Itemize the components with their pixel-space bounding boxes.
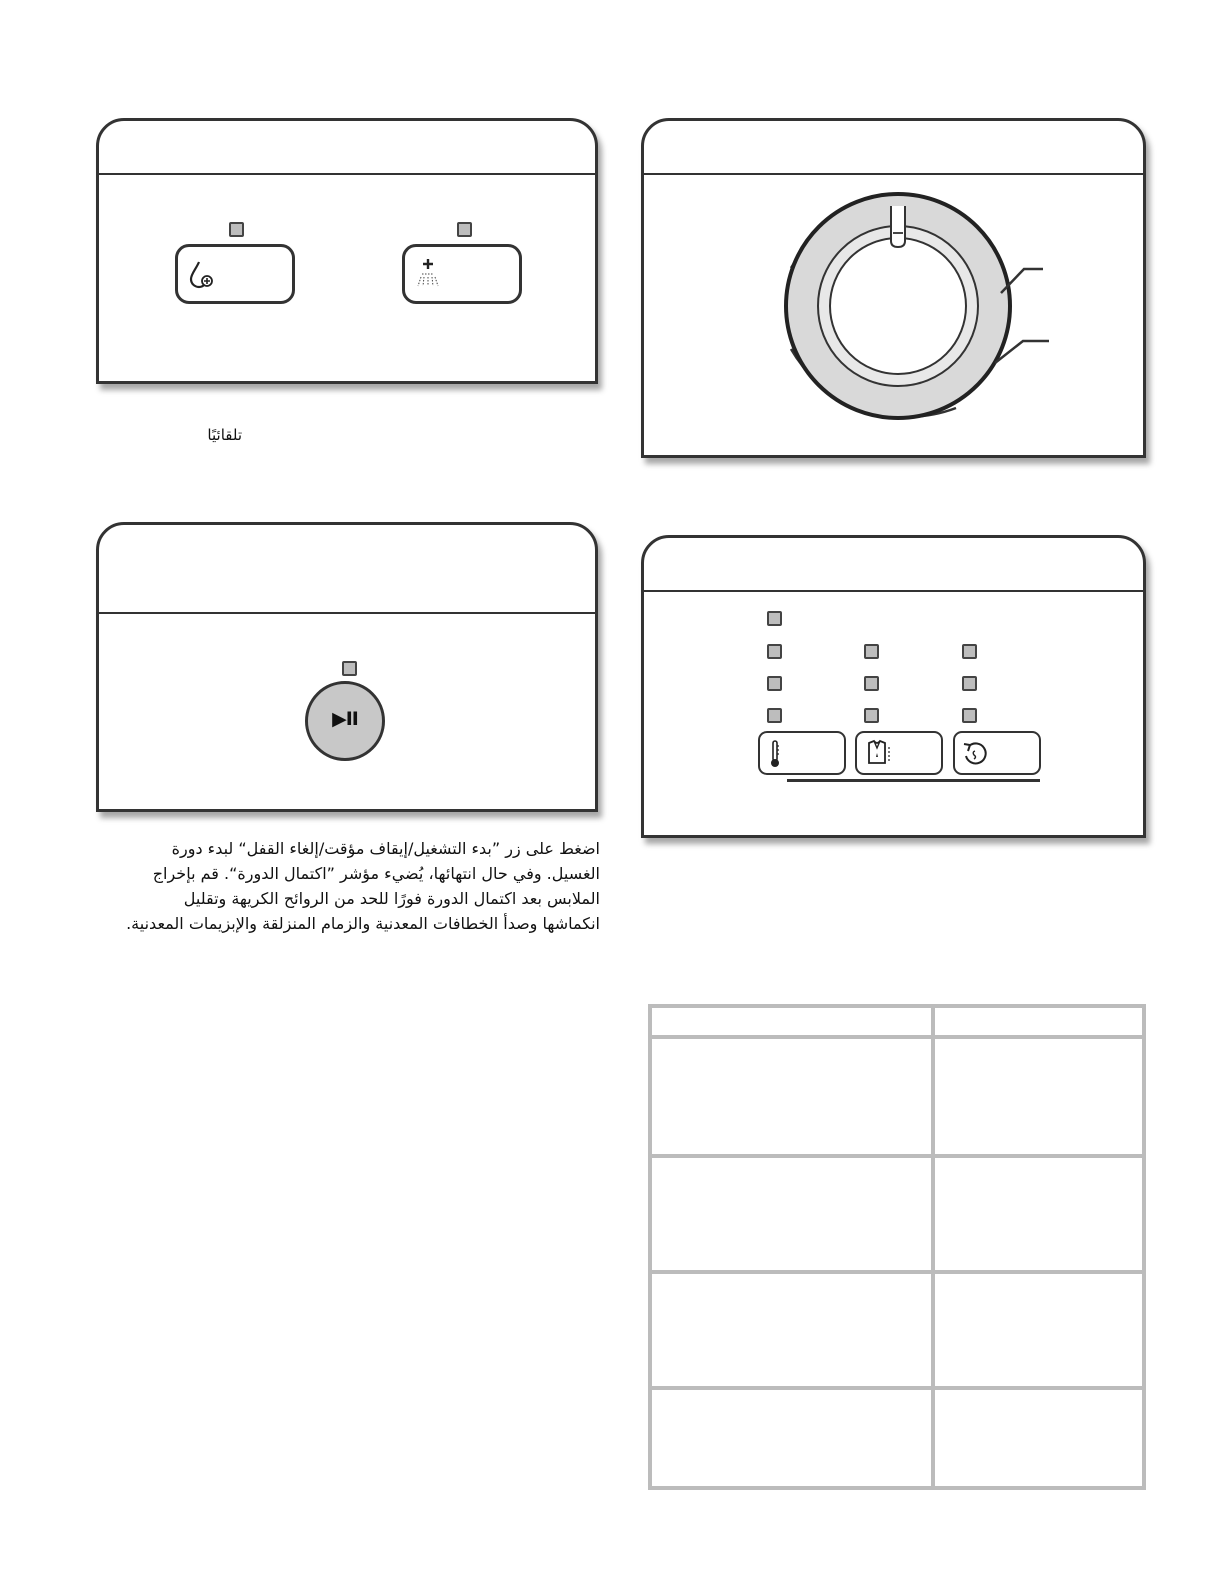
soil-level-button[interactable]	[855, 731, 943, 775]
option-left-indicator-light	[229, 222, 244, 237]
buttons-underline	[787, 779, 1040, 782]
spin-arrow-icon	[961, 740, 989, 768]
cycle-modifiers-panel	[641, 535, 1146, 838]
spin-indicator-light-2	[962, 676, 977, 691]
info-table	[648, 1004, 1146, 1490]
cycle-knob[interactable]	[641, 173, 1146, 463]
temperature-indicator-light-3	[767, 676, 782, 691]
start-pause-panel	[96, 522, 598, 812]
table-header-cell-left	[933, 1006, 1144, 1037]
table-cell	[650, 1272, 933, 1388]
start-pause-button[interactable]	[305, 681, 385, 761]
table-cell	[933, 1272, 1144, 1388]
spin-indicator-light-1	[962, 644, 977, 659]
shirt-soil-icon	[863, 739, 893, 767]
cycle-complete-indicator-light	[342, 661, 357, 676]
table-cell	[650, 1388, 933, 1488]
panel-header-divider	[99, 612, 595, 614]
temperature-indicator-light-1	[767, 611, 782, 626]
panel-header-divider	[99, 173, 595, 175]
temperature-indicator-light-4	[767, 708, 782, 723]
table-cell	[933, 1156, 1144, 1272]
instructions-line-2: الغسيل. وفي حال انتهائها، يُضيء مؤشر ”اكتمال الدورة“. قم بإخراج	[152, 864, 600, 883]
panel-header-divider	[644, 590, 1143, 592]
temperature-indicator-light-2	[767, 644, 782, 659]
table-cell	[650, 1156, 933, 1272]
temperature-button[interactable]	[758, 731, 846, 775]
spin-speed-button[interactable]	[953, 731, 1041, 775]
play-pause-icon: ▶II	[332, 708, 358, 730]
water-drop-plus-icon	[188, 260, 214, 290]
instructions-line-4: انكماشها وصدأ الخطافات المعدنية والزمام المنزلقة والإبزيمات المعدنية.	[126, 914, 600, 933]
instructions-line-3: الملابس بعد اكتمال الدورة فورًا للحد من الروائح الكريهة وتقليل	[183, 889, 600, 908]
table-cell	[933, 1037, 1144, 1157]
instructions-line-1: اضغط على زر ”بدء التشغيل/إيقاف مؤقت/إلغاء القفل“ لبدء دورة	[171, 839, 600, 858]
option-right-indicator-light	[457, 222, 472, 237]
option-note-text: تلقائيًا	[207, 426, 242, 444]
extra-rinse-spray-icon	[415, 257, 441, 291]
table-cell	[650, 1037, 933, 1157]
water-option-button[interactable]	[175, 244, 295, 304]
soil-indicator-light-1	[864, 644, 879, 659]
table-header-cell-right	[650, 1006, 933, 1037]
option-buttons-panel	[96, 118, 598, 384]
cycle-knob-panel	[641, 118, 1146, 458]
thermometer-icon	[768, 739, 782, 769]
extra-rinse-button[interactable]	[402, 244, 522, 304]
table-cell	[933, 1388, 1144, 1488]
spin-indicator-light-3	[962, 708, 977, 723]
soil-indicator-light-3	[864, 708, 879, 723]
soil-indicator-light-2	[864, 676, 879, 691]
